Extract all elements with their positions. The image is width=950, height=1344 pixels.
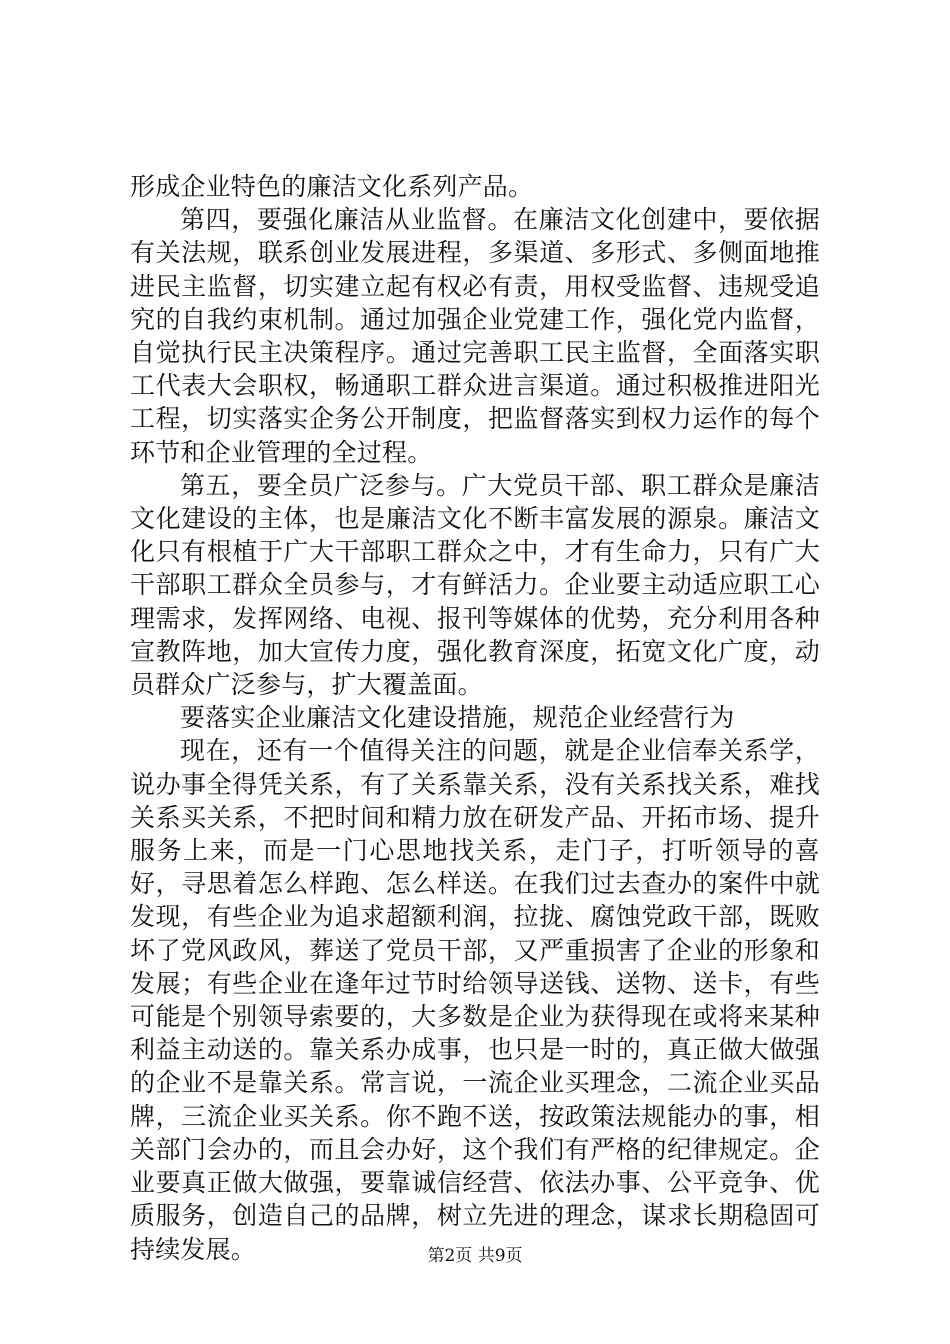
page-number-footer: 第2页 共9页 — [427, 1246, 523, 1266]
paragraph-supervision: 第四，要强化廉洁从业监督。在廉洁文化创建中，要依据有关法规，联系创业发展进程，多渠道、多形式、多侧面地推进民主监督，切实建立起有权必有责，用权受监督、违规受追究的自我约束机制。通过加强企业党建工作，强化党内监督，自觉执行民主决策程序。通过完善职工民主监督，全面落实职工代表大会职权，畅通职工群众进言渠道。通过积极推进阳光工程，切实落实企务公开制度，把监督落实到权力运作的每个环节和企业管理的全过程。 — [130, 205, 820, 467]
paragraph-continuation: 形成企业特色的廉洁文化系列产品。 — [130, 172, 534, 201]
paragraph-relationships: 现在，还有一个值得关注的问题，就是企业信奉关系学，说办事全得凭关系，有了关系靠关系，没有关系找关系，难找关系买关系，不把时间和精力放在研发产品、开拓市场、提升服务上来，而是一门心思地找关系，走门子，打听领导的喜好，寻思着怎么样跑、怎么样送。在我们过去查办的案件中就发现，有些企业为追求超额利润，拉拢、腐蚀党政干部，既败坏了党风政风，葬送了党员干部，又严重损害了企业的形象和发展；有些企业在逢年过节时给领导送钱、送物、送卡，有些可能是个别领导索要的，大多数是企业为获得现在或将来某种利益主动送的。靠关系办成事，也只是一时的，真正做大做强的企业不是靠关系。常言说，一流企业买理念，二流企业买品牌，三流企业买关系。你不跑不送，按政策法规能办的事，相关部门会办的，而且会办好，这个我们有严格的纪律规定。企业要真正做大做强，要靠诚信经营、依法办事、公平竞争、优质服务，创造自己的品牌，树立先进的理念，谋求长期稳固可持续发展。 — [130, 736, 820, 1264]
document-body — [130, 170, 820, 1266]
paragraph-participation: 第五，要全员广泛参与。广大党员干部、职工群众是廉洁文化建设的主体，也是廉洁文化不断丰富发展的源泉。廉洁文化只有根植于广大干部职工群众之中，才有生命力，只有广大干部职工群众全员参与，才有鲜活力。企业要主动适应职工心理需求，发挥网络、电视、报刊等媒体的优势，充分利用各种宣教阵地，加大宣传力度，强化教育深度，拓宽文化广度，动员群众广泛参与，扩大覆盖面。 — [130, 470, 820, 700]
section-heading: 要落实企业廉洁文化建设措施，规范企业经营行为 — [180, 703, 735, 733]
